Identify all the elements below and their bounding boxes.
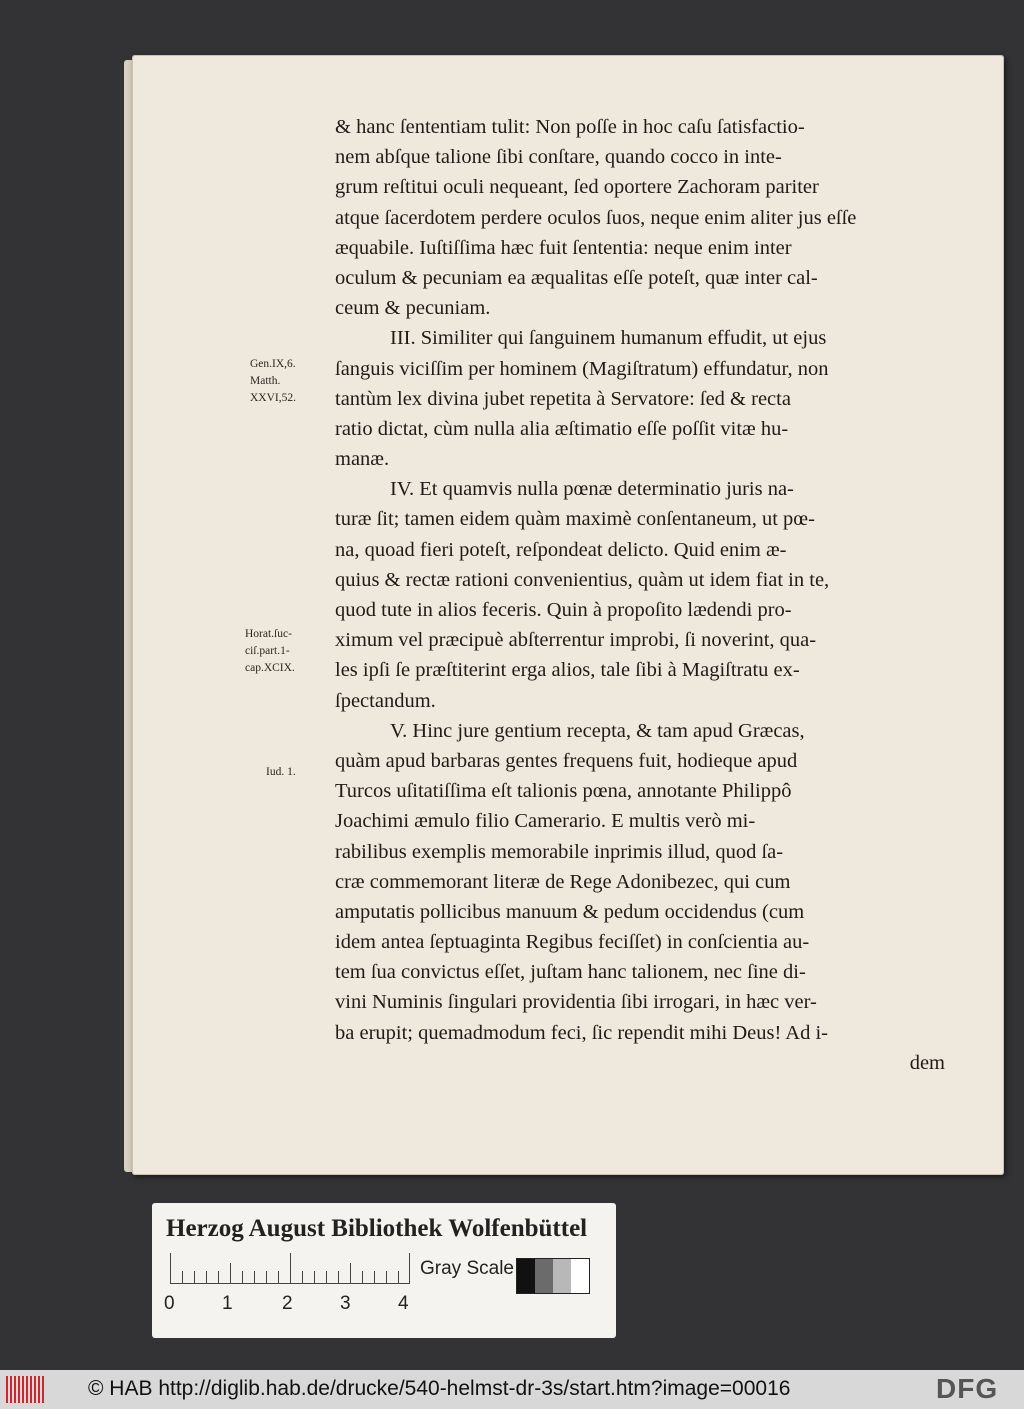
text-line: Joachimi æmulo filio Camerario. E multis verò mi-	[335, 810, 756, 833]
text-line: III. Similiter qui ſanguinem humanum effudit, ut ejus	[390, 327, 827, 350]
text-line: & hanc ſententiam tulit: Non poſſe in hoc caſu ſatisfactio-	[335, 116, 805, 138]
text-line: æquabile. Iuſtiſſima hæc fuit ſententia: neque enim inter	[335, 236, 792, 259]
page-text	[335, 112, 945, 1078]
margin-note-horat: Horat.ſuc- ciſ.part.1- cap.XCIX.	[245, 628, 295, 674]
text-line: rabilibus exemplis memorabile inprimis illud, quod ſa-	[335, 840, 784, 863]
margin-note-iud: Iud. 1.	[266, 766, 296, 778]
gray-scale-swatch	[516, 1258, 590, 1294]
text-line: cræ commemorant literæ de Rege Adonibezec, qui cum	[335, 870, 791, 893]
margin-note-gen: Gen.IX,6. Matth. XXVI,52.	[250, 358, 296, 404]
text-line: amputatis pollicibus manuum & pedum occidendus (cum	[335, 900, 805, 923]
text-line: vini Numinis ſingulari providentia ſibi irrogari, in hæc ver-	[335, 991, 817, 1014]
text-line: ratio dictat, cùm nulla alia æſtimatio eſſe poſſit vitæ hu-	[335, 417, 789, 440]
gray-scale-label: Gray Scale	[420, 1258, 514, 1279]
text-line: idem antea ſeptuaginta Regibus feciſſet) in conſcientia au-	[335, 931, 810, 954]
text-line: V. Hinc jure gentium recepta, & tam apud Græcas,	[390, 719, 805, 742]
library-color-card: Herzog August Bibliothek Wolfenbüttel 0 1 2 3 4 Gray Scale	[152, 1203, 616, 1338]
hab-barcode-icon	[6, 1376, 46, 1403]
text-line: ſpectandum.	[335, 689, 436, 712]
text-line: ſanguis viciſſim per hominem (Magiſtratum) effundatur, non	[335, 357, 829, 380]
swatch-white	[571, 1259, 589, 1293]
text-line: ba erupit; quemadmodum feci, ſic rependit mihi Deus! Ad i-	[335, 1021, 829, 1044]
text-line: tantùm lex divina jubet repetita à Servatore: ſed & recta	[335, 387, 791, 410]
text-line: ximum vel præcipuè abſterrentur improbi, ſi noverint, qua-	[335, 629, 817, 652]
text-line: grum reſtitui oculi nequeant, ſed oportere Zachoram pariter	[335, 176, 819, 199]
text-line: quàm apud barbaras gentes frequens fuit, hodieque apud	[335, 749, 798, 772]
bottom-bar	[0, 1370, 1024, 1409]
text-line: IV. Et quamvis nulla pœnæ determinatio juris na-	[390, 478, 794, 501]
text-line: les ipſi ſe præſtiterint erga alios, tale ſibi à Magiſtratu ex-	[335, 659, 800, 682]
text-line: atque ſacerdotem perdere oculos ſuos, neque enim aliter jus eſſe	[335, 206, 857, 229]
text-line: Turcos uſitatiſſima eſt talionis pœna, annotante Philippô	[335, 780, 792, 803]
catchword: dem	[909, 1051, 945, 1074]
text-line: ceum & pecuniam.	[335, 297, 491, 320]
text-line: quius & rectæ rationi convenientius, quàm ut idem fiat in te,	[335, 568, 830, 591]
text-line: nem abſque talione ſibi conſtare, quando cocco in inte-	[335, 146, 782, 169]
text-line: turæ ſit; tamen eidem quàm maximè conſentaneum, ut pœ-	[335, 508, 815, 531]
text-line: oculum & pecuniam ea æqualitas eſſe poteſt, quæ inter cal-	[335, 266, 818, 289]
copyright-url[interactable]: © HAB http://diglib.hab.de/drucke/540-helmst-dr-3s/start.htm?image=00016	[88, 1377, 791, 1400]
text-line: tem ſua convictus eſſet, juſtam hanc talionem, nec ſine di-	[335, 961, 806, 984]
text-line: na, quoad fieri poteſt, reſpondeat delicto. Quid enim æ-	[335, 538, 787, 561]
swatch-black	[517, 1259, 535, 1293]
swatch-dark-gray	[535, 1259, 553, 1293]
text-line: quod tute in alios feceris. Quin à propoſito lædendi pro-	[335, 599, 792, 621]
swatch-light-gray	[553, 1259, 571, 1293]
text-line: manæ.	[335, 448, 390, 471]
scale-ruler	[170, 1253, 410, 1284]
library-name: Herzog August Bibliothek Wolfenbüttel	[166, 1215, 588, 1242]
dfg-logo: DFG	[936, 1373, 999, 1404]
